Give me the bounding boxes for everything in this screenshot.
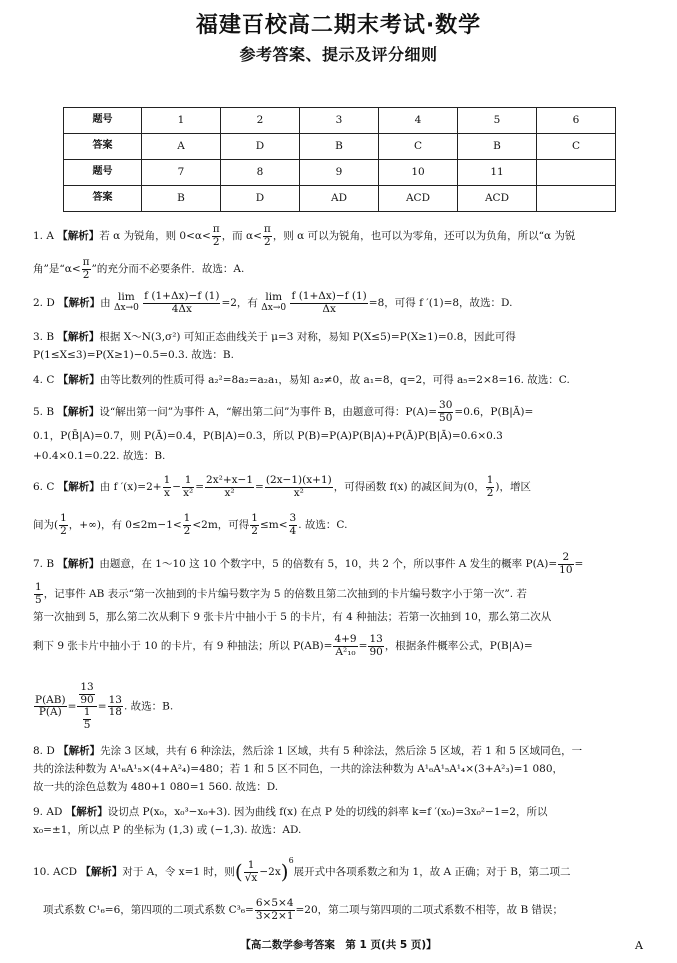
text: 第一次抽到 5，那么第二次从剩下 9 张卡片中抽小于 5 的卡片，有 4 种抽法；若第一次抽到 10，那么第二次从 bbox=[33, 611, 552, 623]
question-2-line-1 bbox=[33, 291, 512, 315]
numerator: 30 bbox=[439, 399, 453, 411]
fraction bbox=[333, 634, 357, 658]
question-5-line-3 bbox=[33, 450, 165, 463]
text: 先涂 3 区域，共有 6 种涂法，然后涂 1 区域，共有 5 种涂法，然后涂 5 区域，若 1 和 5 区域同色，一 bbox=[100, 745, 583, 757]
table-cell: 11 bbox=[458, 160, 537, 186]
table-row bbox=[64, 134, 616, 160]
analysis-tag: 【解析】 bbox=[65, 806, 108, 818]
analysis-tag: 【解析】 bbox=[57, 481, 100, 494]
numerator: 6×5×4 bbox=[255, 897, 294, 909]
lim-subscript: Δx→0 bbox=[261, 302, 287, 313]
fraction bbox=[289, 513, 298, 537]
table-cell: 10 bbox=[379, 160, 458, 186]
text: − bbox=[172, 481, 182, 494]
fraction bbox=[263, 224, 272, 248]
table-cell: ACD bbox=[458, 186, 537, 212]
question-9 bbox=[33, 806, 645, 842]
fraction bbox=[265, 475, 333, 499]
numerator: π bbox=[212, 223, 220, 235]
table-row bbox=[64, 186, 616, 212]
denominator: 2 bbox=[183, 524, 191, 537]
denominator: 90 bbox=[369, 645, 383, 658]
text: 剩下 9 张卡片中抽小于 10 的卡片，有 9 种抽法；所以 P(AB)= bbox=[33, 640, 333, 653]
question-7-line-1 bbox=[33, 552, 583, 576]
fraction bbox=[34, 582, 43, 606]
fraction bbox=[368, 634, 383, 658]
question-10 bbox=[33, 856, 645, 926]
table-cell: C bbox=[379, 134, 458, 160]
denominator bbox=[77, 707, 96, 731]
table-cell: A bbox=[142, 134, 221, 160]
fraction bbox=[244, 860, 259, 884]
analysis-tag: 【解析】 bbox=[58, 745, 101, 757]
table-cell: 9 bbox=[300, 160, 379, 186]
question-2 bbox=[33, 291, 645, 327]
page-subtitle: 参考答案、提示及评分细则 bbox=[239, 45, 438, 64]
fraction bbox=[143, 291, 220, 315]
question-4-line-1 bbox=[33, 374, 570, 387]
question-3 bbox=[33, 331, 645, 367]
numerator: f (1+Δx)−f (1) bbox=[144, 290, 220, 302]
question-9-line-2 bbox=[33, 824, 301, 837]
table-cell: 1 bbox=[142, 108, 221, 134]
question-8-line-3 bbox=[33, 781, 278, 794]
numerator: π bbox=[82, 256, 90, 268]
question-8-line-2 bbox=[33, 763, 563, 776]
table-row-label: 答案 bbox=[64, 186, 142, 212]
question-5 bbox=[33, 400, 645, 470]
table-cell: 7 bbox=[142, 160, 221, 186]
table-cell: 8 bbox=[221, 160, 300, 186]
numerator: 1 bbox=[83, 706, 91, 719]
question-5-line-1 bbox=[33, 400, 533, 424]
question-3-line-1 bbox=[33, 331, 516, 344]
numerator: 4+9 bbox=[334, 633, 357, 645]
text: 共的涂法种数为 A¹₆A¹₅×(4+A²₄)=480；若 1 和 5 区不同色，一共的涂法种数为 A¹₆A¹₅A¹₄×(3+A²₃)=1 080， bbox=[33, 763, 564, 775]
analysis-tag: 【解析】 bbox=[57, 230, 100, 243]
question-8 bbox=[33, 745, 645, 801]
denominator: 4Δx bbox=[171, 302, 192, 315]
denominator: √x bbox=[244, 871, 258, 884]
fraction bbox=[108, 695, 123, 719]
denominator: 2 bbox=[212, 235, 220, 248]
text: 角”是“α< bbox=[33, 263, 81, 276]
table-cell bbox=[537, 160, 616, 186]
question-7-line-4 bbox=[33, 634, 533, 658]
table-cell: B bbox=[458, 134, 537, 160]
analysis-tag: 【解析】 bbox=[57, 406, 100, 419]
denominator: A²₁₀ bbox=[335, 645, 356, 658]
fraction bbox=[212, 224, 221, 248]
page-footer: 【高二数学参考答案 第 1 页(共 5 页)】 bbox=[240, 939, 437, 951]
fraction bbox=[290, 291, 367, 315]
text: ) bbox=[495, 481, 500, 494]
text: . 故选：C. bbox=[298, 519, 348, 532]
question-number: 2. D bbox=[33, 297, 55, 310]
text: (0， bbox=[463, 481, 485, 494]
question-number: 6. C bbox=[33, 481, 55, 494]
table-cell: B bbox=[142, 186, 221, 212]
text: ，根据条件概率公式，P(B|A)= bbox=[384, 640, 533, 653]
numerator: 1 bbox=[35, 581, 42, 593]
text: 由 f ′(x)=2+ bbox=[99, 481, 162, 494]
text: 0.1，P(B̄|A)=0.7，则 P(Ā)=0.4，P(B|A)=0.3，所以 P(B)=P(A)P(B|A)+P(Ā)P(B|Ā)=0.6×0.3 bbox=[33, 430, 503, 442]
text: = bbox=[358, 640, 368, 653]
text: 由 bbox=[100, 297, 111, 310]
text: 根据 X～N(3,σ²) 可知正态曲线关于 μ=3 对称，易知 P(X≤5)=P(X≥1)=0.8，因此可得 bbox=[99, 331, 516, 343]
text: 由等比数列的性质可得 a₂²=8a₂=a₂a₁，易知 a₂≠0，故 a₁=8，q=2，可得 a₅=2×8=16. 故选：C. bbox=[99, 374, 570, 386]
text: 若 α 为锐角，则 0<α< bbox=[99, 230, 211, 243]
denominator: 2 bbox=[264, 235, 271, 248]
table-row-label: 答案 bbox=[64, 134, 142, 160]
denominator: 2 bbox=[251, 524, 258, 537]
question-10-line-2 bbox=[33, 898, 563, 922]
text: <2m，可得 bbox=[192, 519, 250, 532]
table-row-label: 题号 bbox=[64, 160, 142, 186]
text: =0.6，P(B|Ā)= bbox=[454, 406, 534, 419]
numerator: 2 bbox=[558, 552, 573, 565]
fraction bbox=[438, 400, 453, 424]
text: ，则 α 可以为锐角，也可以为零角，还可以为负角，所以“α 为锐 bbox=[272, 230, 576, 243]
analysis-tag: 【解析】 bbox=[58, 297, 101, 310]
question-number: 1. A bbox=[33, 230, 54, 243]
fraction bbox=[183, 513, 192, 537]
fraction bbox=[83, 707, 92, 731]
numerator: P(AB) bbox=[35, 693, 66, 706]
text: =20，第二项与第四项的二项式系数不相等，故 B 错误； bbox=[295, 904, 564, 917]
table-row-label: 题号 bbox=[64, 108, 142, 134]
table-cell: ACD bbox=[379, 186, 458, 212]
denominator: 2 bbox=[486, 486, 494, 499]
denominator: 4 bbox=[289, 524, 297, 537]
lim-text: lim bbox=[265, 291, 283, 304]
numerator: 3 bbox=[289, 512, 297, 524]
denominator: 2 bbox=[60, 524, 67, 537]
question-3-line-2 bbox=[33, 349, 234, 362]
fraction bbox=[182, 475, 194, 499]
numerator: 13 bbox=[369, 633, 383, 645]
denominator: x² bbox=[293, 486, 304, 499]
analysis-tag: 【解析】 bbox=[80, 866, 123, 878]
text: P(1≤X≤3)=P(X≥1)−0.5=0.3. 故选：B. bbox=[33, 349, 234, 361]
numerator: 13 bbox=[80, 681, 94, 693]
question-7-line-2 bbox=[33, 582, 527, 606]
question-6-line-1: 6. C 【解析】由 f ′(x)=2+ $\frac{1}{x}$ − $\frac{1}{\text{x²}}$ = $\frac{\text{2x²+x−1}}{\text{x²}}$ = $\frac{(2x-1)(x+1)}{\text{x²}}$ ，可得函数 f(x) 的减区间为(0， $\frac{1}{2}$ )，增区 bbox=[33, 474, 531, 499]
question-6 bbox=[33, 475, 645, 545]
question-5-line-2 bbox=[33, 430, 503, 443]
question-9-line-1 bbox=[33, 806, 547, 819]
numerator bbox=[77, 682, 96, 707]
text: 由题意，在 1～10 这 10 个数字中，5 的倍数有 5，10，共 2 个，所以事件 A 发生的概率 P(A)= bbox=[99, 558, 558, 571]
text: ，记事件 AB 表示“第一次抽到的卡片编号数字为 5 的倍数且第二次抽到的卡片编号数字小于第一次”. 若 bbox=[43, 588, 527, 601]
fraction bbox=[79, 682, 94, 706]
table-cell: 4 bbox=[379, 108, 458, 134]
question-8-line-1 bbox=[33, 745, 582, 758]
text: ，+∞)，有 0≤2m−1< bbox=[68, 519, 182, 532]
table-row bbox=[64, 108, 616, 134]
numerator: 1 bbox=[163, 474, 171, 486]
limit-operator bbox=[114, 292, 139, 313]
text: 故一共的涂色总数为 480+1 080=1 560. 故选：D. bbox=[33, 781, 279, 793]
text: 设切点 P(x₀，x₀³−x₀+3). 因为曲线 f(x) 在点 P 处的切线的斜率 k=f ′(x₀)=3x₀²−1=2，所以 bbox=[107, 806, 548, 818]
question-7-line-5: $\frac{P(AB)}{P(A)}$ = $\frac{\frac{13}{90}}{\frac{1}{5}}$ = $\frac{13}{18}$ . 故选：B. bbox=[35, 681, 174, 731]
version-label: A bbox=[635, 939, 643, 952]
lim-text: lim bbox=[118, 291, 135, 304]
fraction bbox=[255, 898, 295, 922]
denominator: 18 bbox=[108, 706, 122, 719]
analysis-tag: 【解析】 bbox=[57, 374, 100, 386]
numerator: 1 bbox=[183, 512, 191, 524]
text: +0.4×0.1=0.22. 故选：B. bbox=[33, 450, 166, 462]
table-cell: 6 bbox=[537, 108, 616, 134]
table-cell: D bbox=[221, 134, 300, 160]
denominator: x² bbox=[183, 486, 194, 499]
denominator: x² bbox=[224, 486, 235, 499]
denominator: 90 bbox=[80, 693, 94, 706]
text: ≤m< bbox=[259, 519, 288, 532]
text: ，而 α< bbox=[221, 230, 262, 243]
fraction bbox=[250, 513, 259, 537]
fraction bbox=[558, 552, 573, 576]
question-number: 3. B bbox=[33, 331, 55, 343]
denominator: x bbox=[163, 486, 170, 499]
numerator: 1 bbox=[244, 860, 259, 873]
question-number: 10. ACD bbox=[33, 866, 78, 878]
numerator: 13 bbox=[108, 693, 122, 706]
fraction bbox=[205, 475, 254, 499]
fraction bbox=[59, 513, 68, 537]
answer-table bbox=[63, 107, 616, 212]
numerator: 1 bbox=[251, 512, 258, 524]
denominator: Δx bbox=[322, 302, 336, 315]
question-1 bbox=[33, 224, 645, 284]
limit-operator bbox=[261, 292, 286, 313]
table-cell: C bbox=[537, 134, 616, 160]
text: =8，可得 f ′(1)=8，故选：D. bbox=[368, 297, 513, 310]
text: 对于 A，令 x=1 时，则 bbox=[122, 866, 235, 878]
question-10-line-1: 10. ACD 【解析】对于 A，令 x=1 时，则( $\frac{1}{√x}$ −2x)$^6$展开式中各项系数之和为 1，故 A 正确；对于 B，第二项二 bbox=[33, 856, 571, 884]
table-row bbox=[64, 160, 616, 186]
question-number: 9. AD bbox=[33, 806, 63, 818]
denominator: 3×2×1 bbox=[255, 909, 294, 922]
text: =2，有 bbox=[221, 297, 258, 310]
fraction bbox=[34, 695, 67, 719]
question-number: 5. B bbox=[33, 406, 55, 419]
text: x₀=±1，所以点 P 的坐标为 (1,3) 或 (−1,3). 故选：AD. bbox=[33, 824, 302, 836]
denominator: 5 bbox=[35, 593, 42, 606]
text: 间为( bbox=[33, 519, 59, 532]
table-cell: 5 bbox=[458, 108, 537, 134]
table-cell: 2 bbox=[221, 108, 300, 134]
text: 设“解出第一问”为事件 A，“解出第二问”为事件 B，由题意可得：P(A)= bbox=[99, 406, 438, 419]
question-1-line-2 bbox=[33, 257, 244, 281]
denominator: P(A) bbox=[38, 706, 62, 719]
denominator: 2 bbox=[82, 268, 90, 281]
question-number: 7. B bbox=[33, 558, 55, 571]
fraction bbox=[163, 475, 172, 499]
table-cell: AD bbox=[300, 186, 379, 212]
numerator: 1 bbox=[486, 474, 494, 486]
text: ，增区 bbox=[499, 481, 531, 494]
text: ”的充分而不必要条件．故选：A. bbox=[91, 263, 245, 276]
text: 项式系数 C¹₆=6，第四项的二项式系数 C³₆= bbox=[43, 904, 254, 917]
question-4 bbox=[33, 374, 645, 390]
denominator: 50 bbox=[439, 411, 453, 424]
question-7-line-3 bbox=[33, 611, 551, 624]
text: 展开式中各项系数之和为 1，故 A 正确；对于 B，第二项二 bbox=[293, 866, 571, 878]
text: −2x bbox=[259, 866, 281, 878]
fraction bbox=[486, 475, 495, 499]
numerator: 1 bbox=[182, 475, 194, 488]
question-7 bbox=[33, 551, 645, 731]
numerator: f (1+Δx)−f (1) bbox=[291, 290, 367, 302]
text: ，可得函数 f(x) 的减区间为 bbox=[333, 481, 464, 494]
analysis-tag: 【解析】 bbox=[57, 331, 100, 343]
exponent: 6 bbox=[288, 856, 294, 865]
table-cell: 3 bbox=[300, 108, 379, 134]
compound-fraction bbox=[77, 682, 96, 731]
numerator: 1 bbox=[60, 512, 67, 524]
text: . 故选：B. bbox=[123, 700, 174, 713]
question-1-line-1 bbox=[33, 224, 575, 248]
numerator: 2x²+x−1 bbox=[206, 474, 254, 486]
fraction bbox=[82, 257, 91, 281]
table-cell: D bbox=[221, 186, 300, 212]
question-6-line-2 bbox=[33, 513, 347, 537]
numerator: (2x−1)(x+1) bbox=[265, 474, 332, 486]
analysis-tag: 【解析】 bbox=[57, 558, 100, 571]
question-number: 8. D bbox=[33, 745, 55, 757]
denominator: 10 bbox=[559, 563, 573, 576]
page-title: 福建百校高二期末考试·数学 bbox=[195, 13, 482, 38]
question-number: 4. C bbox=[33, 374, 55, 386]
numerator: π bbox=[263, 223, 271, 235]
table-cell: B bbox=[300, 134, 379, 160]
table-cell bbox=[537, 186, 616, 212]
denominator: 5 bbox=[83, 718, 91, 731]
lim-subscript: Δx→0 bbox=[113, 302, 139, 313]
text: = bbox=[574, 558, 584, 571]
